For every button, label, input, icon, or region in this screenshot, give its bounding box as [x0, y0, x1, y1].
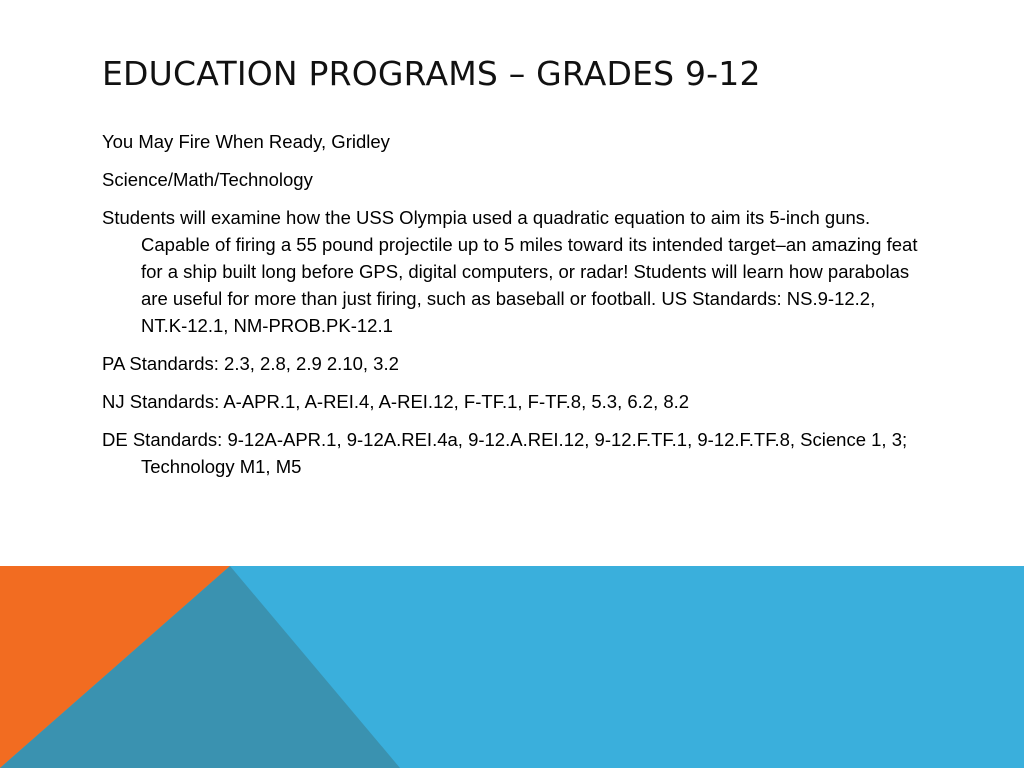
- slide-body: [102, 128, 922, 491]
- footer-graphic: [0, 566, 1024, 768]
- program-subject: Science/Math/Technology: [102, 169, 313, 190]
- slide-title: EDUCATION PROGRAMS – GRADES 9-12: [102, 54, 761, 93]
- program-description: Students will examine how the USS Olympia used a quadratic equation to aim its 5-inch guns. Capable of firing a 55 pound projectile up to 5 miles toward its intended target–an amazing feat for a ship built long before GPS, digital computers, or radar! Students will learn how parabolas are useful for more than just firing, such as baseball or football. US Standards: NS.9-12.2, NT.K-12.1, NM-PROB.PK-12.1: [102, 207, 918, 336]
- program-name: You May Fire When Ready, Gridley: [102, 131, 390, 152]
- pa-standards: PA Standards: 2.3, 2.8, 2.9 2.10, 3.2: [102, 353, 399, 374]
- decorative-footer-band: [0, 566, 1024, 768]
- nj-standards: NJ Standards: A-APR.1, A-REI.4, A-REI.12, F-TF.1, F-TF.8, 5.3, 6.2, 8.2: [102, 391, 690, 412]
- de-standards: DE Standards: 9-12A-APR.1, 9-12A.REI.4a, 9-12.A.REI.12, 9-12.F.TF.1, 9-12.F.TF.8, Science 1, 3; Technology M1, M5: [102, 429, 908, 477]
